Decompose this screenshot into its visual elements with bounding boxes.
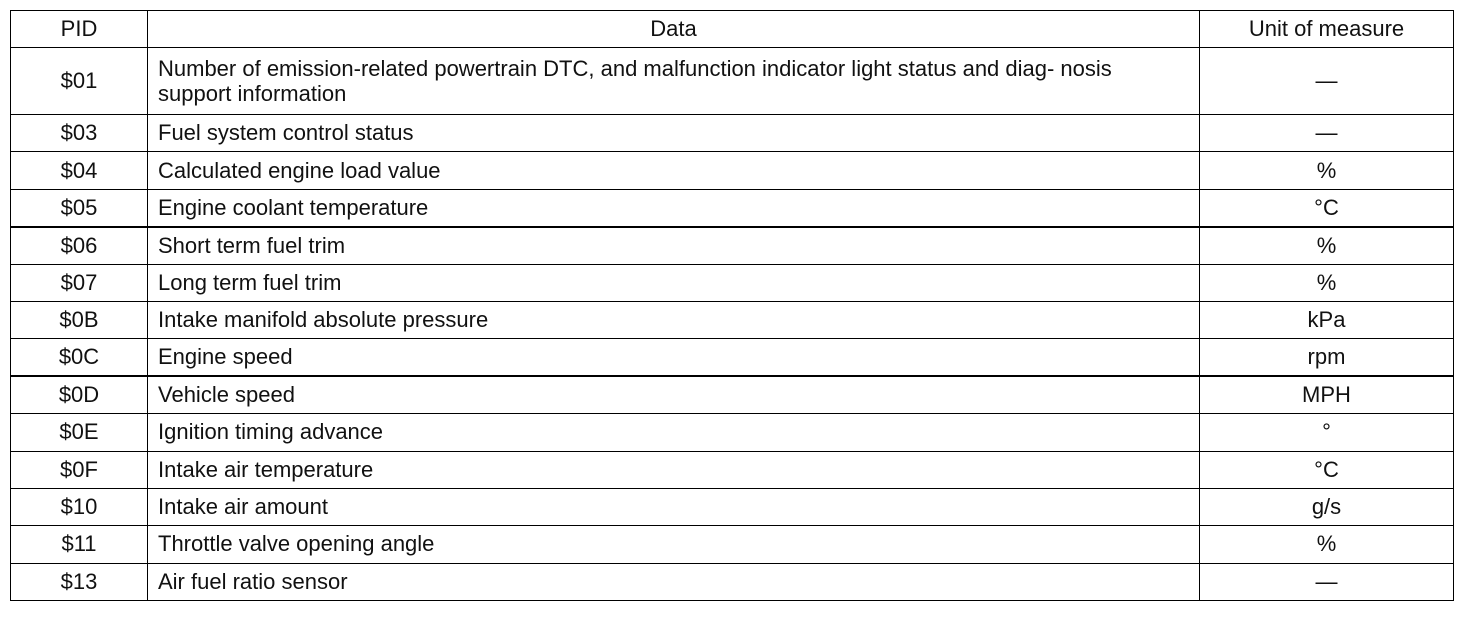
pid-cell: $0B bbox=[11, 301, 148, 338]
data-cell: Vehicle speed bbox=[148, 376, 1200, 413]
table-row bbox=[11, 264, 1454, 301]
data-cell: Engine coolant temperature bbox=[148, 189, 1200, 226]
header-data: Data bbox=[148, 11, 1200, 48]
unit-cell: MPH bbox=[1200, 376, 1454, 413]
pid-cell: $04 bbox=[11, 152, 148, 189]
data-cell: Throttle valve opening angle bbox=[148, 526, 1200, 563]
unit-cell: °C bbox=[1200, 189, 1454, 226]
data-cell: Intake air temperature bbox=[148, 451, 1200, 488]
unit-cell: % bbox=[1200, 152, 1454, 189]
table-row bbox=[11, 189, 1454, 226]
pid-cell: $0E bbox=[11, 414, 148, 451]
data-cell: Number of emission-related powertrain DTC, and malfunction indicator light status and diag- nosis support information bbox=[148, 48, 1200, 115]
pid-cell: $07 bbox=[11, 264, 148, 301]
pid-cell: $0D bbox=[11, 376, 148, 413]
unit-cell: % bbox=[1200, 227, 1454, 264]
table-row bbox=[11, 376, 1454, 413]
pid-cell: $05 bbox=[11, 189, 148, 226]
pid-data-table bbox=[10, 10, 1454, 601]
data-cell: Long term fuel trim bbox=[148, 264, 1200, 301]
table-header-row bbox=[11, 11, 1454, 48]
data-cell: Ignition timing advance bbox=[148, 414, 1200, 451]
pid-cell: $13 bbox=[11, 563, 148, 600]
unit-cell: — bbox=[1200, 115, 1454, 152]
unit-cell: — bbox=[1200, 48, 1454, 115]
data-cell: Air fuel ratio sensor bbox=[148, 563, 1200, 600]
table-row bbox=[11, 152, 1454, 189]
pid-cell: $0F bbox=[11, 451, 148, 488]
table-row bbox=[11, 227, 1454, 264]
table-row bbox=[11, 339, 1454, 376]
table-row bbox=[11, 563, 1454, 600]
pid-cell: $10 bbox=[11, 488, 148, 525]
data-cell: Fuel system control status bbox=[148, 115, 1200, 152]
table-row bbox=[11, 526, 1454, 563]
unit-cell: rpm bbox=[1200, 339, 1454, 376]
table-row bbox=[11, 414, 1454, 451]
data-cell: Engine speed bbox=[148, 339, 1200, 376]
table-row bbox=[11, 301, 1454, 338]
data-cell: Intake air amount bbox=[148, 488, 1200, 525]
pid-cell: $06 bbox=[11, 227, 148, 264]
unit-cell: % bbox=[1200, 264, 1454, 301]
unit-cell: % bbox=[1200, 526, 1454, 563]
unit-cell: °C bbox=[1200, 451, 1454, 488]
data-cell: Short term fuel trim bbox=[148, 227, 1200, 264]
data-cell: Intake manifold absolute pressure bbox=[148, 301, 1200, 338]
table-row bbox=[11, 48, 1454, 115]
data-cell: Calculated engine load value bbox=[148, 152, 1200, 189]
pid-cell: $11 bbox=[11, 526, 148, 563]
pid-cell: $01 bbox=[11, 48, 148, 115]
table-row bbox=[11, 488, 1454, 525]
header-pid: PID bbox=[11, 11, 148, 48]
table-row bbox=[11, 115, 1454, 152]
table-row bbox=[11, 451, 1454, 488]
pid-cell: $03 bbox=[11, 115, 148, 152]
unit-cell: kPa bbox=[1200, 301, 1454, 338]
unit-cell: ° bbox=[1200, 414, 1454, 451]
unit-cell: g/s bbox=[1200, 488, 1454, 525]
header-unit: Unit of measure bbox=[1200, 11, 1454, 48]
unit-cell: — bbox=[1200, 563, 1454, 600]
pid-cell: $0C bbox=[11, 339, 148, 376]
